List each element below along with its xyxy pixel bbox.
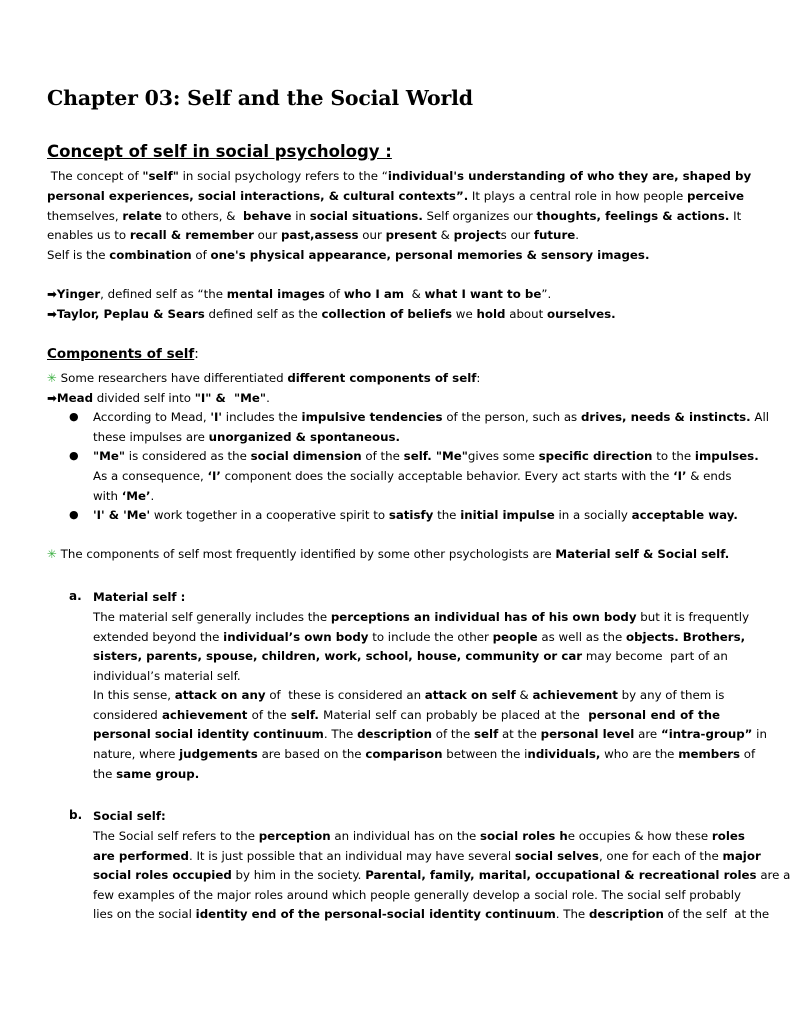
paragraph-line: enables us to recall & remember our past,assess our present & projects our future. [47, 228, 580, 242]
social-line: lies on the social identity end of the personal-social identity continuum. The description of the self at the [93, 907, 770, 921]
social-line: few examples of the major roles around which people generally develop a social role. The social self probably [93, 888, 742, 902]
paragraph-line: personal experiences, social interactions, & cultural contexts”. It plays a central role in how people perceive [47, 189, 745, 203]
list-marker-a: a. [69, 589, 82, 603]
bullet-icon: ● [69, 410, 79, 423]
material-line: individual’s material self. [93, 669, 241, 683]
material-line: In this sense, attack on any of these is considered an attack on self & achievement by any of them is [93, 688, 725, 702]
material-line: extended beyond the individual’s own body to include the other people as well as the objects. Brothers, [93, 630, 746, 644]
social-line: are performed. It is just possible that an individual may have several social selves, one for each of the major [93, 849, 761, 863]
material-line: The material self generally includes the perceptions an individual has of his own body but it is frequently [93, 610, 750, 624]
social-self-title: Social self: [93, 809, 166, 823]
chapter-title: Chapter 03: Self and the Social World [47, 86, 473, 110]
material-line: the same group. [93, 767, 200, 781]
social-line: The Social self refers to the perception an individual has on the social roles he occupies & how these roles [93, 829, 745, 843]
paragraph-line: themselves, relate to others, & behave in social situations. Self organizes our thoughts, feelings & actions. It [47, 209, 742, 223]
material-line: considered achievement of the self. Material self can probably be placed at the personal end of the [93, 708, 721, 722]
paragraph-line: Self is the combination of one's physical appearance, personal memories & sensory images. [47, 248, 650, 262]
bullet-line: As a consequence, ‘I’ component does the socially acceptable behavior. Every act starts with the ‘I’ & ends [93, 469, 732, 483]
paragraph-line: ➡Mead divided self into "I" & "Me". [47, 391, 270, 405]
components-heading: Components of self: [47, 346, 199, 362]
list-marker-b: b. [69, 808, 83, 822]
bullet-icon: ● [69, 508, 79, 521]
bullet-line: 'I' & 'Me' work together in a cooperative spirit to satisfy the initial impulse in a socially acceptable way. [93, 508, 738, 522]
bullet-icon: ● [69, 449, 79, 462]
material-line: personal social identity continuum. The description of the self at the personal level are “intra-group” in [93, 727, 767, 741]
paragraph-line: ✳ The components of self most frequently identified by some other psychologists are Material self & Social self. [47, 547, 730, 561]
bullet-line: "Me" is considered as the social dimension of the self. "Me"gives some specific direction to the impulses. [93, 449, 759, 463]
material-self-title: Material self : [93, 590, 186, 604]
paragraph-line: ✳ Some researchers have differentiated different components of self: [47, 371, 481, 385]
material-line: sisters, parents, spouse, children, work, school, house, community or car may become part of an [93, 649, 728, 663]
section-heading: Concept of self in social psychology : [47, 142, 392, 161]
paragraph-line: The concept of "self" in social psychology refers to the “individual's understanding of who they are, shaped by [47, 169, 752, 183]
bullet-line: According to Mead, 'I' includes the impulsive tendencies of the person, such as drives, needs & instincts. All [93, 410, 770, 424]
definition-line: ➡Yinger, defined self as “the mental images of who I am & what I want to be”. [47, 287, 552, 301]
definition-line: ➡Taylor, Peplau & Sears defined self as the collection of beliefs we hold about ourselves. [47, 307, 616, 321]
bullet-line: these impulses are unorganized & spontaneous. [93, 430, 401, 444]
social-line: social roles occupied by him in the society. Parental, family, marital, occupational & recreational roles are a [93, 868, 790, 882]
material-line: nature, where judgements are based on the comparison between the individuals, who are the members of [93, 747, 756, 761]
bullet-line: with ‘Me’. [93, 489, 155, 503]
